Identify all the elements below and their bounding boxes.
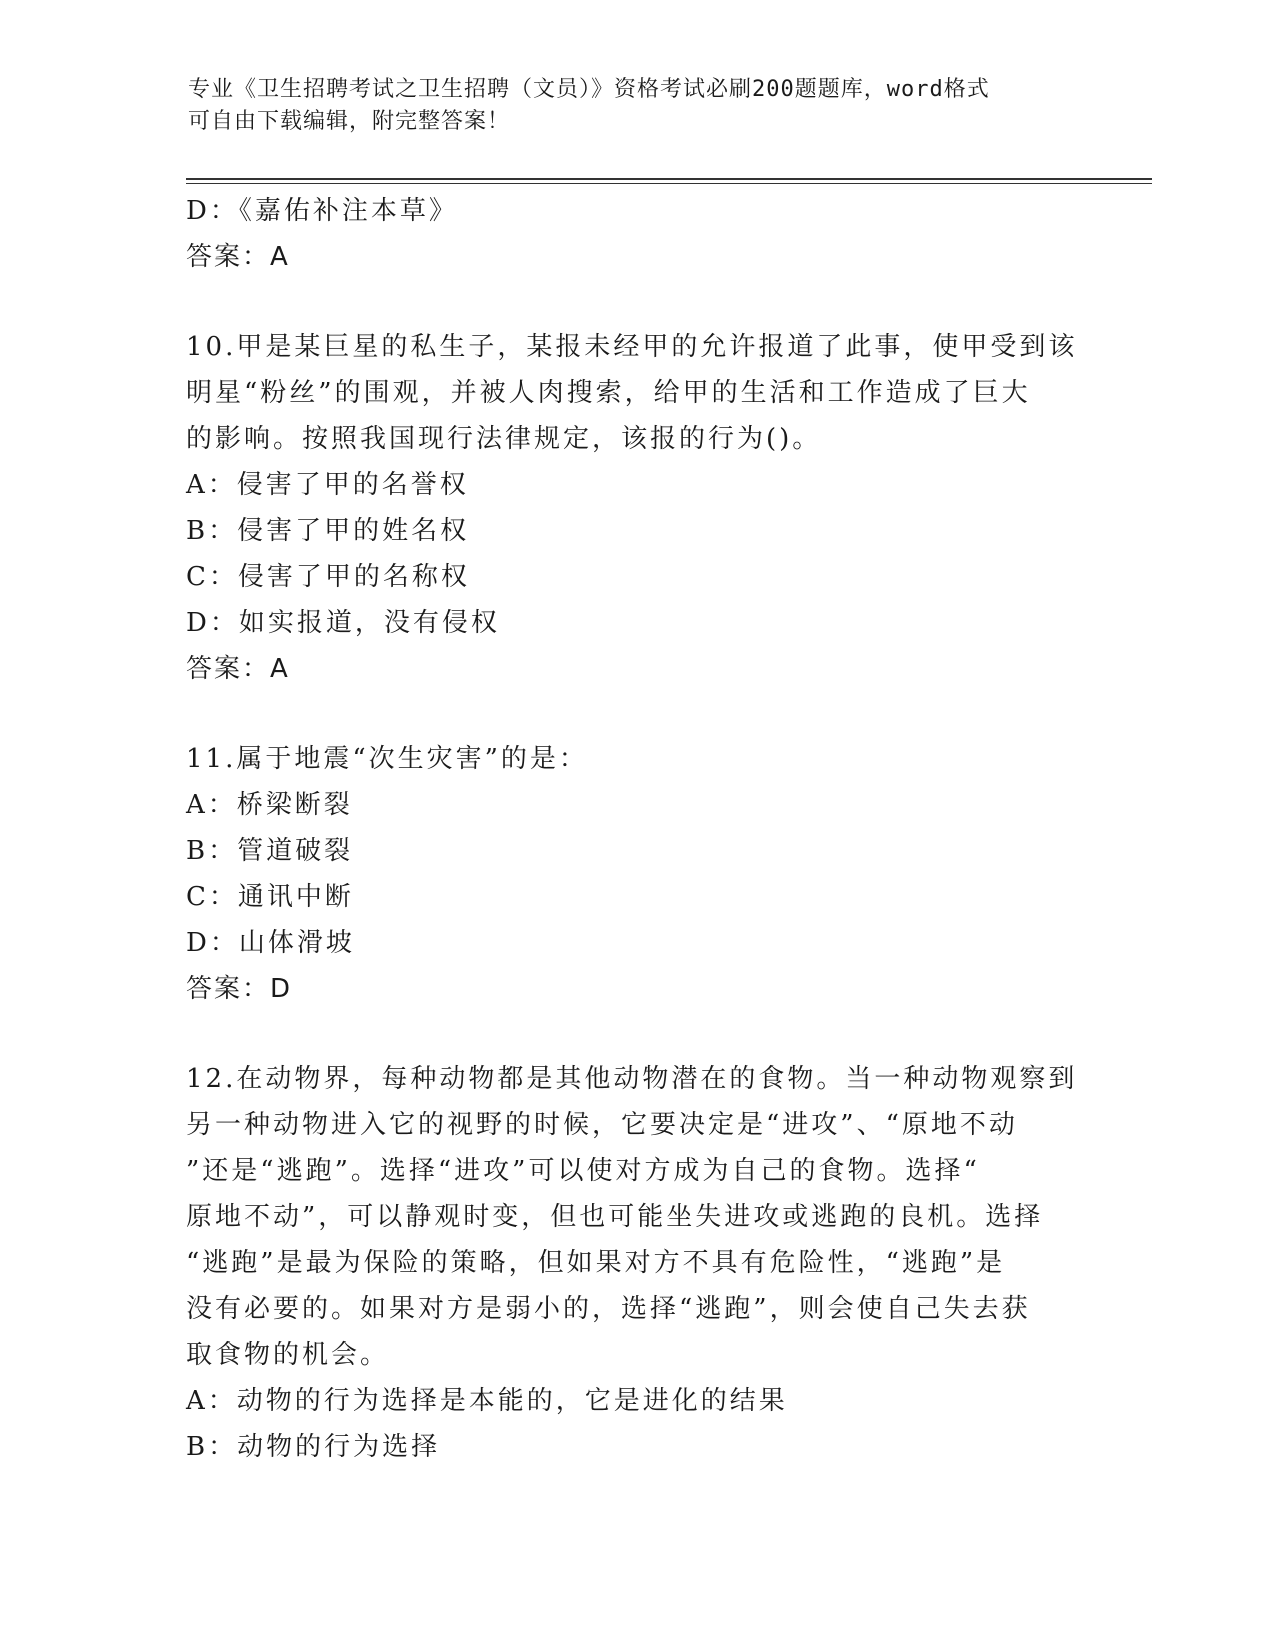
header-line-1: 专业《卫生招聘考试之卫生招聘（文员）》资格考试必刷200题题库，word格式 <box>188 77 990 102</box>
option-c: C：通讯中断 <box>186 882 354 912</box>
option-b: B：侵害了甲的姓名权 <box>186 516 470 546</box>
option-a: A：桥梁断裂 <box>186 790 353 820</box>
answer: 答案：A <box>186 654 290 684</box>
answer: 答案：D <box>186 974 293 1004</box>
question-12 <box>186 1056 1086 1470</box>
header-line-2: 可自由下载编辑，附完整答案！ <box>188 109 511 134</box>
question-text-line: 10.甲是某巨星的私生子，某报未经甲的允许报道了此事，使甲受到该 <box>186 332 1078 362</box>
question-text-line: 明星“粉丝”的围观，并被人肉搜索，给甲的生活和工作造成了巨大 <box>186 378 1031 408</box>
option-a: A：侵害了甲的名誉权 <box>186 470 469 500</box>
option-a: A：动物的行为选择是本能的，它是进化的结果 <box>186 1386 788 1416</box>
question-text-line: ”还是“逃跑”。选择“进攻”可以使对方成为自己的食物。选择“ <box>186 1156 980 1186</box>
question-11 <box>186 736 1086 1012</box>
document-header <box>188 74 1088 138</box>
question-text-line: 原地不动”，可以静观时变，但也可能坐失进攻或逃跑的良机。选择 <box>186 1202 1044 1232</box>
question-10 <box>186 324 1086 692</box>
question-text-line: 取食物的机会。 <box>186 1340 390 1370</box>
option-d: D：山体滑坡 <box>186 928 355 958</box>
prev-option-d: D：《嘉佑补注本草》 <box>186 196 458 226</box>
question-text-line: 的影响。按照我国现行法律规定，该报的行为()。 <box>186 424 822 454</box>
option-b: B：管道破裂 <box>186 836 354 866</box>
option-d: D：如实报道，没有侵权 <box>186 608 500 638</box>
header-rule <box>186 178 1152 184</box>
prev-answer: 答案：A <box>186 242 290 272</box>
option-c: C：侵害了甲的名称权 <box>186 562 470 592</box>
question-text-line: “逃跑”是最为保险的策略，但如果对方不具有危险性，“逃跑”是 <box>186 1248 1006 1278</box>
question-text-line: 11.属于地震“次生灾害”的是： <box>186 744 588 774</box>
question-text-line: 12.在动物界，每种动物都是其他动物潜在的食物。当一种动物观察到 <box>186 1064 1078 1094</box>
document-body <box>186 188 1086 1470</box>
question-text-line: 另一种动物进入它的视野的时候，它要决定是“进攻”、“原地不动 <box>186 1110 1018 1140</box>
option-b: B：动物的行为选择 <box>186 1432 441 1462</box>
question-text-line: 没有必要的。如果对方是弱小的，选择“逃跑”，则会使自己失去获 <box>186 1294 1031 1324</box>
